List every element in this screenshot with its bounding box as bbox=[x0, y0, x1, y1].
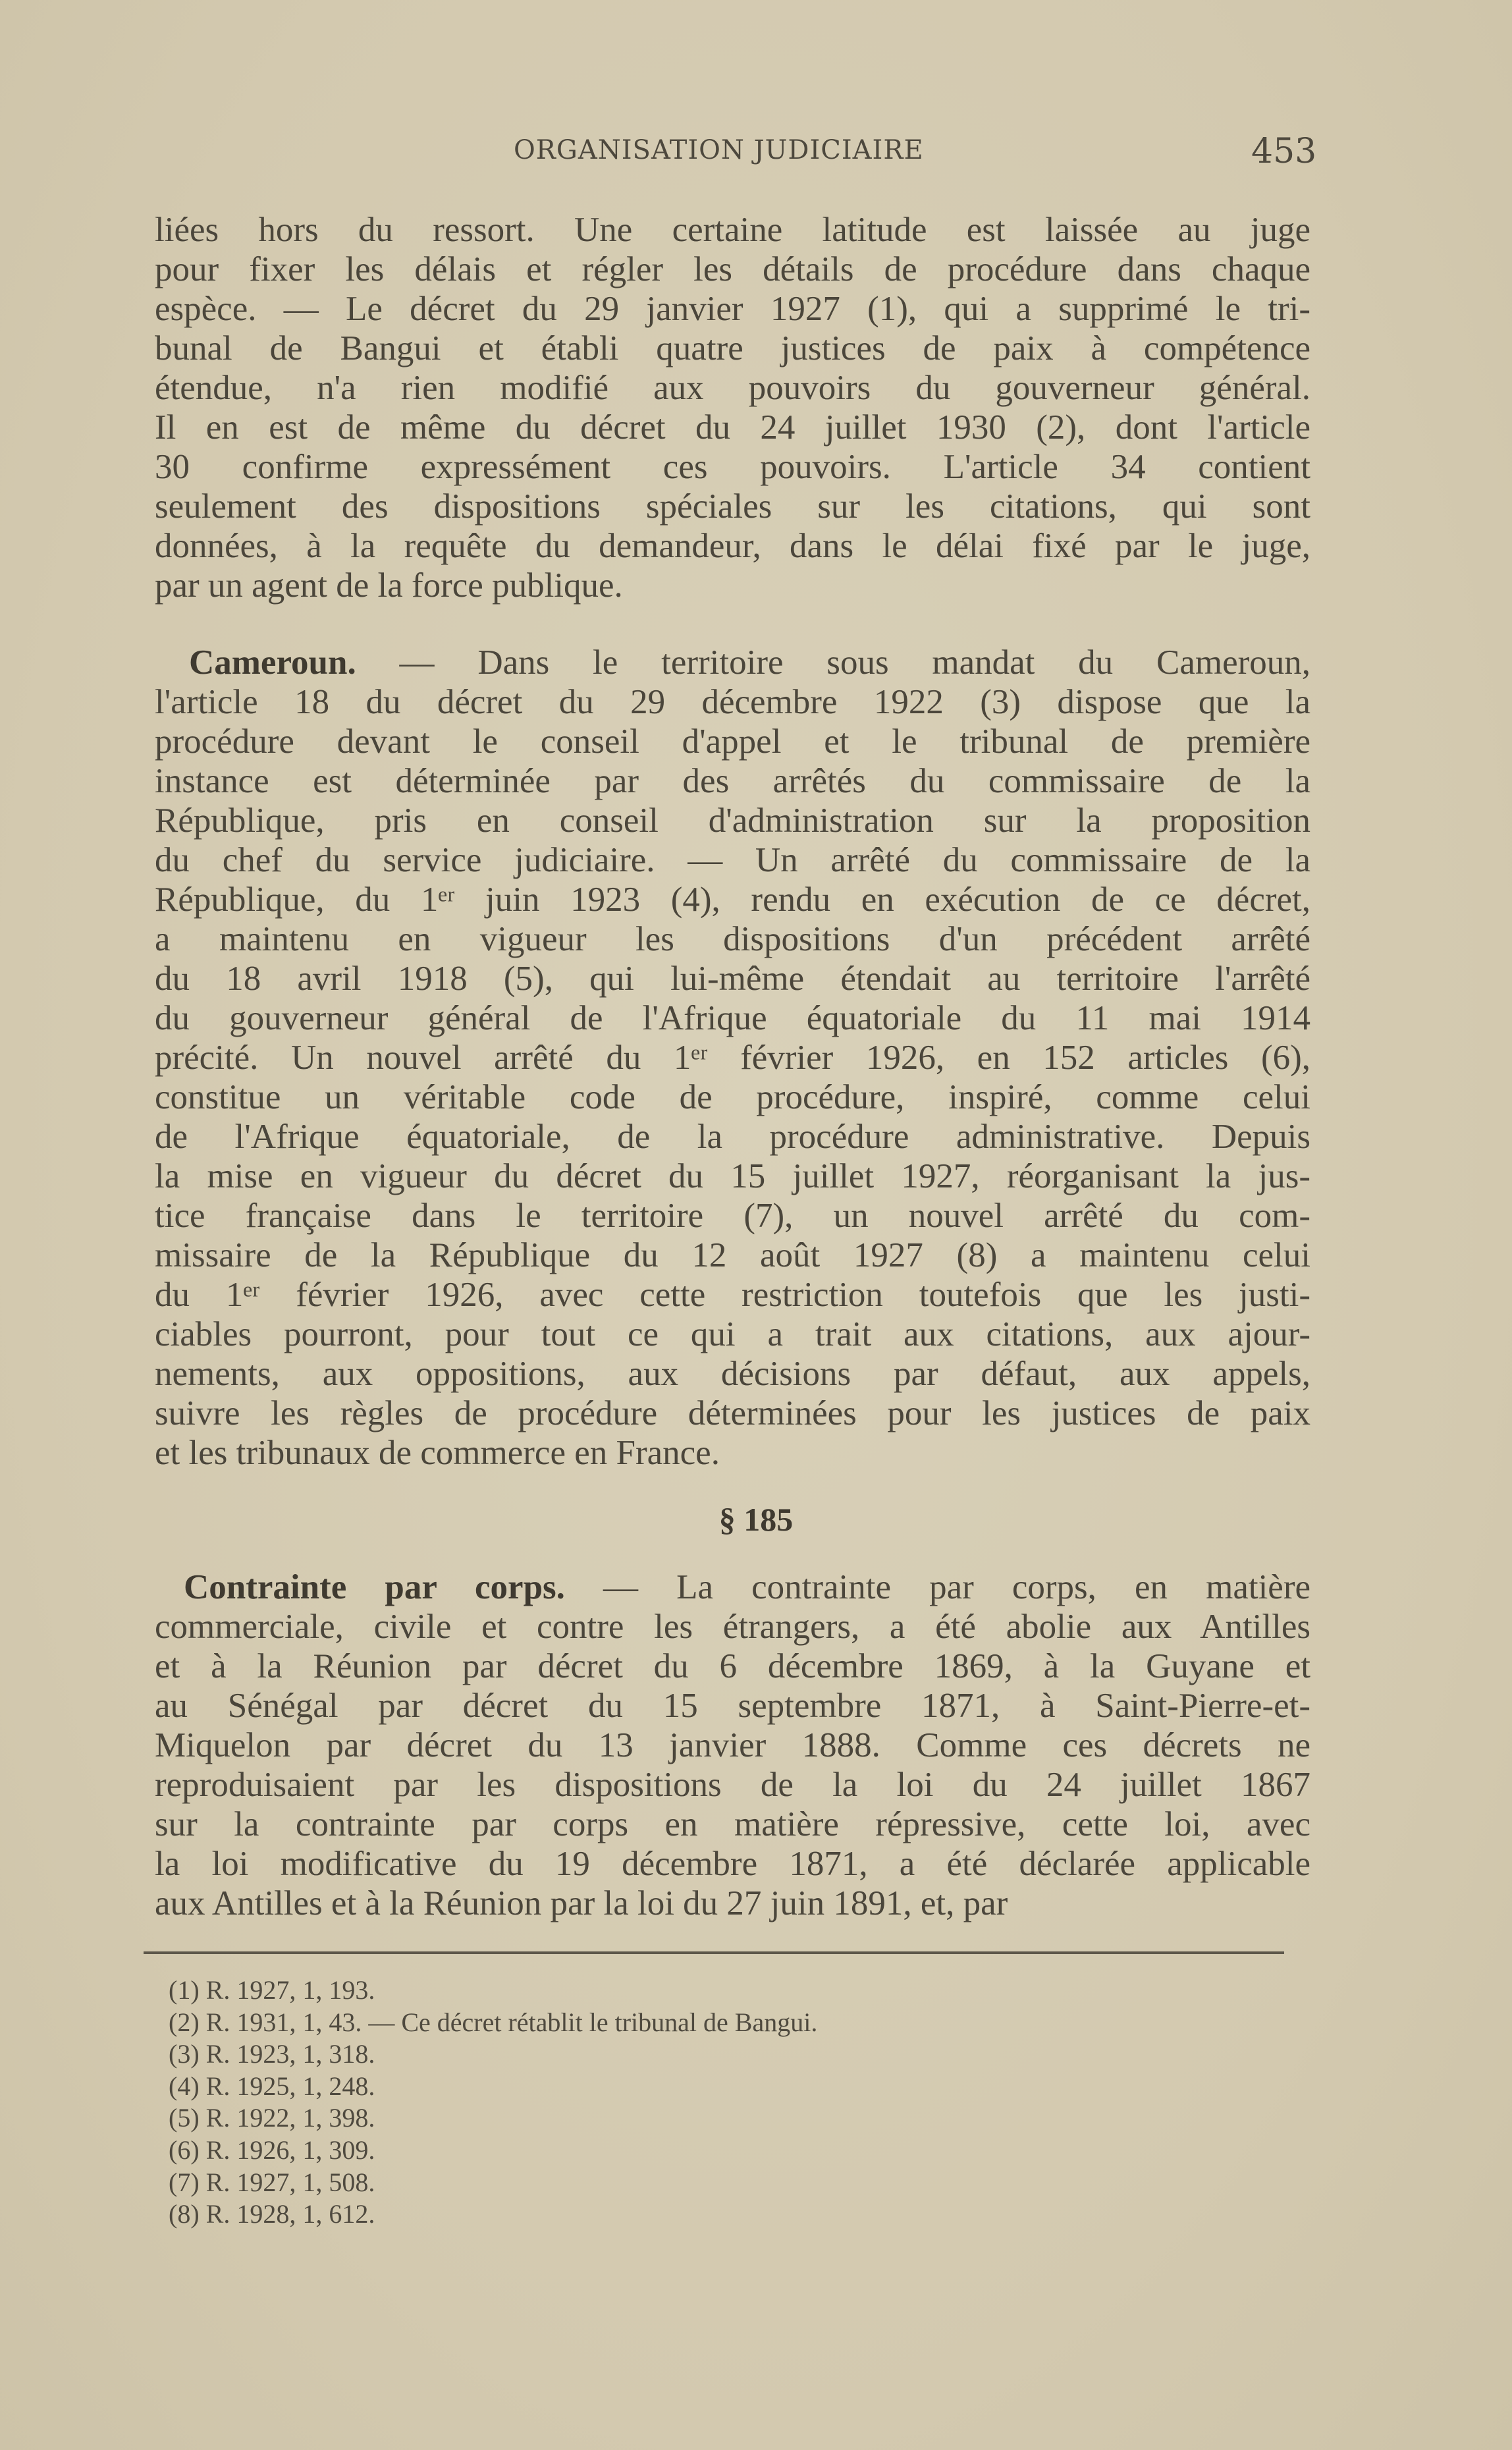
text-line bbox=[155, 1236, 1310, 1275]
text-line bbox=[155, 998, 1310, 1038]
footnote: (7) R. 1927, 1, 508. bbox=[169, 2167, 375, 2197]
text-line bbox=[155, 1038, 1310, 1077]
text-line bbox=[155, 1354, 1310, 1394]
section-heading: § 185 bbox=[718, 1501, 794, 1538]
line-text: suivre les règles de procédure déterminées pour les justices de paix bbox=[155, 1394, 1310, 1432]
text-line bbox=[155, 1157, 1310, 1196]
line-text: République, pris en conseil d'administration sur la proposition bbox=[155, 802, 1310, 840]
line-text: étendue, n'a rien modifié aux pouvoirs du gouverneur général. bbox=[155, 369, 1310, 407]
line-text: au Sénégal par décret du 15 septembre 1871, à Saint-Pierre-et- bbox=[155, 1687, 1310, 1725]
running-title: ORGANISATION JUDICIAIRE bbox=[514, 135, 924, 165]
text-line bbox=[155, 250, 1310, 289]
line-text: données, à la requête du demandeur, dans le délai fixé par le juge, bbox=[155, 527, 1310, 565]
text-line bbox=[155, 880, 1310, 919]
line-text: reproduisaient par les dispositions de la loi du 24 juillet 1867 bbox=[155, 1766, 1310, 1804]
text-line bbox=[155, 682, 1310, 722]
line-text: sur la contrainte par corps en matière répressive, cette loi, avec bbox=[155, 1805, 1310, 1843]
text-line bbox=[155, 1433, 1310, 1473]
text-line bbox=[155, 566, 1310, 605]
paragraph-lead: Cameroun. bbox=[189, 643, 356, 682]
line-text: missaire de la République du 12 août 1927 (8) a maintenu celui bbox=[155, 1236, 1310, 1274]
footnote: (1) R. 1927, 1, 193. bbox=[169, 1975, 375, 2005]
footnote-divider bbox=[144, 1951, 1284, 1954]
footnote: (2) R. 1931, 1, 43. — Ce décret rétablit le tribunal de Bangui. bbox=[169, 2007, 818, 2037]
line-text: et les tribunaux de commerce en France. bbox=[155, 1434, 720, 1472]
line-text: aux Antilles et à la Réunion par la loi du 27 juin 1891, et, par bbox=[155, 1884, 1008, 1922]
text-line bbox=[155, 801, 1310, 840]
text-line bbox=[155, 447, 1310, 487]
footnotes bbox=[169, 1974, 817, 2231]
line-text: du gouverneur général de l'Afrique équatoriale du 11 mai 1914 bbox=[155, 999, 1310, 1037]
line-text: bunal de Bangui et établi quatre justices de paix à compétence bbox=[155, 329, 1310, 368]
footnote: (3) R. 1923, 1, 318. bbox=[169, 2039, 375, 2069]
text-line bbox=[155, 1196, 1310, 1236]
text-line bbox=[155, 959, 1310, 998]
line-text: et à la Réunion par décret du 6 décembre 1869, à la Guyane et bbox=[155, 1647, 1310, 1685]
text-line bbox=[155, 722, 1310, 761]
text-line bbox=[155, 289, 1310, 329]
line-text: par un agent de la force publique. bbox=[155, 566, 623, 605]
text-line bbox=[155, 408, 1310, 447]
line-text: Il en est de même du décret du 24 juillet 1930 (2), dont l'article bbox=[155, 408, 1310, 447]
line-text: nements, aux oppositions, aux décisions par défaut, aux appels, bbox=[155, 1355, 1310, 1393]
text-line bbox=[155, 1607, 1310, 1647]
text-line bbox=[155, 1844, 1310, 1884]
text-line bbox=[189, 643, 1310, 682]
text-line bbox=[155, 487, 1310, 526]
line-text: instance est déterminée par des arrêtés du commissaire de la bbox=[155, 762, 1310, 800]
text-line bbox=[155, 210, 1310, 250]
text-line bbox=[155, 1647, 1310, 1686]
text-line bbox=[155, 1315, 1310, 1354]
line-text: espèce. — Le décret du 29 janvier 1927 (1), qui a supprimé le tri- bbox=[155, 290, 1310, 328]
text-line bbox=[155, 368, 1310, 408]
text-line bbox=[155, 1686, 1310, 1726]
line-text: la loi modificative du 19 décembre 1871, a été déclarée applicable bbox=[155, 1845, 1310, 1883]
line-text: constitue un véritable code de procédure, inspiré, comme celui bbox=[155, 1078, 1310, 1116]
text-line bbox=[155, 1726, 1310, 1765]
footnote: (8) R. 1928, 1, 612. bbox=[169, 2199, 375, 2229]
line-text: précité. Un nouvel arrêté du 1ᵉʳ février 1926, en 152 articles (6), bbox=[155, 1039, 1310, 1077]
text-line bbox=[155, 1117, 1310, 1157]
line-text: l'article 18 du décret du 29 décembre 1922 (3) dispose que la bbox=[155, 683, 1310, 721]
paragraph-lead: Contrainte par corps. bbox=[184, 1568, 565, 1606]
line-text: seulement des dispositions spéciales sur les citations, qui sont bbox=[155, 487, 1310, 526]
text-line bbox=[155, 919, 1310, 959]
line-text: République, du 1ᵉʳ juin 1923 (4), rendu en exécution de ce décret, bbox=[155, 881, 1310, 919]
line-text: — La contrainte par corps, en matière bbox=[564, 1568, 1310, 1606]
paragraph-contrainte-par-corps bbox=[155, 1567, 1310, 1923]
text-line bbox=[155, 526, 1310, 566]
line-text: 30 confirme expressément ces pouvoirs. L'article 34 contient bbox=[155, 448, 1310, 486]
text-line bbox=[155, 840, 1310, 880]
text-line bbox=[184, 1567, 1310, 1607]
line-text: — Dans le territoire sous mandat du Cameroun, bbox=[356, 643, 1310, 682]
text-line bbox=[155, 1275, 1310, 1315]
line-text: Miquelon par décret du 13 janvier 1888. Comme ces décrets ne bbox=[155, 1726, 1310, 1764]
text-line bbox=[155, 1884, 1310, 1923]
line-text: du chef du service judiciaire. — Un arrêté du commissaire de la bbox=[155, 841, 1310, 879]
line-text: du 1ᵉʳ février 1926, avec cette restriction toutefois que les justi- bbox=[155, 1276, 1310, 1314]
line-text: liées hors du ressort. Une certaine latitude est laissée au juge bbox=[155, 211, 1310, 249]
line-text: pour fixer les délais et régler les détails de procédure dans chaque bbox=[155, 250, 1310, 288]
text-line bbox=[155, 1805, 1310, 1844]
line-text: la mise en vigueur du décret du 15 juillet 1927, réorganisant la jus- bbox=[155, 1157, 1310, 1195]
paragraph-cameroun bbox=[155, 643, 1310, 1473]
line-text: a maintenu en vigueur les dispositions d'un précédent arrêté bbox=[155, 920, 1310, 958]
line-text: ciables pourront, pour tout ce qui a trait aux citations, aux ajour- bbox=[155, 1315, 1310, 1353]
line-text: tice française dans le territoire (7), un nouvel arrêté du com- bbox=[155, 1197, 1310, 1235]
line-text: commerciale, civile et contre les étrangers, a été abolie aux Antilles bbox=[155, 1608, 1310, 1646]
text-line bbox=[155, 329, 1310, 368]
paragraph-continuation bbox=[155, 210, 1310, 605]
footnote: (4) R. 1925, 1, 248. bbox=[169, 2071, 375, 2101]
footnote: (5) R. 1922, 1, 398. bbox=[169, 2103, 375, 2133]
text-line bbox=[155, 1077, 1310, 1117]
line-text: procédure devant le conseil d'appel et le tribunal de première bbox=[155, 722, 1310, 761]
text-line bbox=[155, 1394, 1310, 1433]
footnote: (6) R. 1926, 1, 309. bbox=[169, 2135, 375, 2165]
text-line bbox=[155, 1765, 1310, 1805]
line-text: du 18 avril 1918 (5), qui lui-même étendait au territoire l'arrêté bbox=[155, 960, 1310, 998]
page-number: 453 bbox=[1251, 132, 1317, 171]
text-line bbox=[155, 761, 1310, 801]
line-text: de l'Afrique équatoriale, de la procédure administrative. Depuis bbox=[155, 1118, 1310, 1156]
